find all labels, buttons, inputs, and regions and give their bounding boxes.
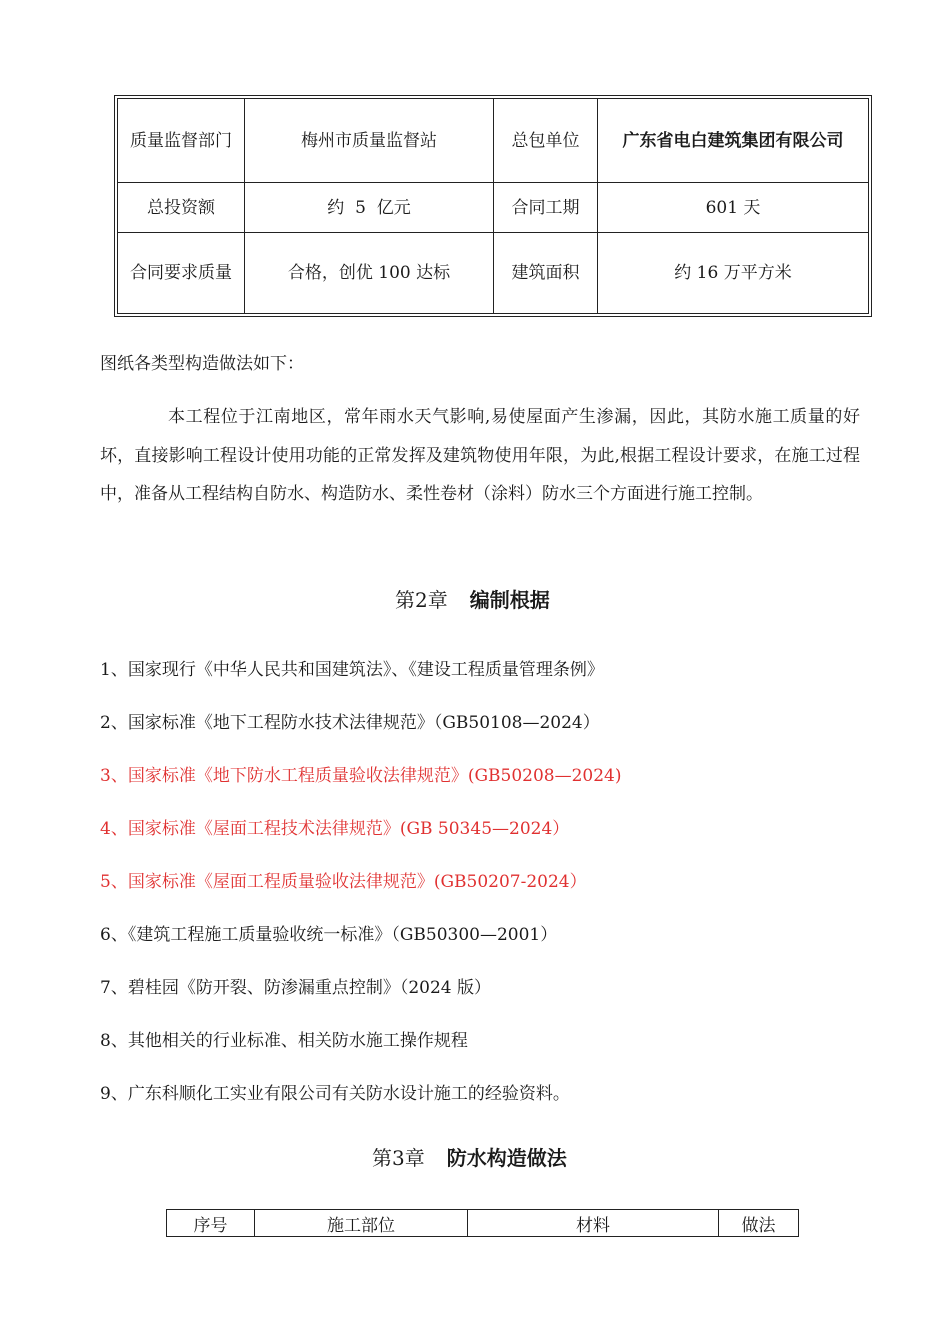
table-row [118, 233, 869, 314]
chapter-3-heading [372, 1142, 567, 1171]
table-cell: 合同工期 [494, 183, 598, 233]
basis-item: 2、国家标准《地下工程防水技术法律规范》（GB50108—2024） [100, 713, 600, 733]
table-header-row [167, 1210, 799, 1237]
basis-item: 8、其他相关的行业标准、相关防水施工操作规程 [100, 1031, 468, 1051]
table-header-cell: 做法 [719, 1210, 799, 1237]
table-cell: 约 5 亿元 [245, 183, 494, 233]
project-info-table [117, 98, 869, 314]
basis-item: 5、国家标准《屋面工程质量验收法律规范》(GB50207-2024） [100, 872, 587, 892]
table-cell: 合格，创优 100 达标 [245, 233, 494, 314]
table-row [118, 99, 869, 183]
intro-paragraph: 本工程位于江南地区，常年雨水天气影响,易使屋面产生渗漏，因此，其防水施工质量的好坏，直接影响工程设计使用功能的正常发挥及建筑物使用年限，为此,根据工程设计要求，在施工过程中，准备从工程结构自防水、构造防水、柔性卷材（涂料）防水三个方面进行施工控制。 [100, 407, 860, 505]
table-cell: 601 天 [598, 183, 869, 233]
table-cell: 总投资额 [118, 183, 245, 233]
basis-item: 9、广东科顺化工实业有限公司有关防水设计施工的经验资料。 [100, 1084, 570, 1104]
basis-item: 4、国家标准《屋面工程技术法律规范》(GB 50345—2024） [100, 819, 570, 839]
table-cell: 广东省电白建筑集团有限公司 [598, 99, 869, 183]
table-header-cell: 序号 [167, 1210, 255, 1237]
chapter-title: 防水构造做法 [446, 1146, 567, 1170]
table-cell: 合同要求质量 [118, 233, 245, 314]
table-cell: 建筑面积 [494, 233, 598, 314]
chapter-number: 第3章 [372, 1146, 425, 1170]
chapter-title: 编制根据 [469, 588, 550, 612]
table-header-cell: 施工部位 [255, 1210, 468, 1237]
chapter-number: 第2章 [395, 588, 448, 612]
table-header-cell: 材料 [468, 1210, 719, 1237]
table-cell: 总包单位 [494, 99, 598, 183]
table-cell: 梅州市质量监督站 [245, 99, 494, 183]
table-row [118, 183, 869, 233]
basis-item: 1、国家现行《中华人民共和国建筑法》、《建设工程质量管理条例》 [100, 660, 604, 680]
table-cell: 质量监督部门 [118, 99, 245, 183]
table-cell: 约 16 万平方米 [598, 233, 869, 314]
materials-table [166, 1209, 799, 1237]
basis-item: 3、国家标准《地下防水工程质量验收法律规范》(GB50208—2024) [100, 766, 622, 786]
basis-item: 6、《建筑工程施工质量验收统一标准》（GB50300—2001） [100, 925, 558, 945]
basis-item: 7、碧桂园《防开裂、防渗漏重点控制》（2024 版） [100, 978, 491, 998]
intro-label: 图纸各类型构造做法如下： [100, 354, 304, 374]
chapter-2-heading [395, 584, 550, 613]
